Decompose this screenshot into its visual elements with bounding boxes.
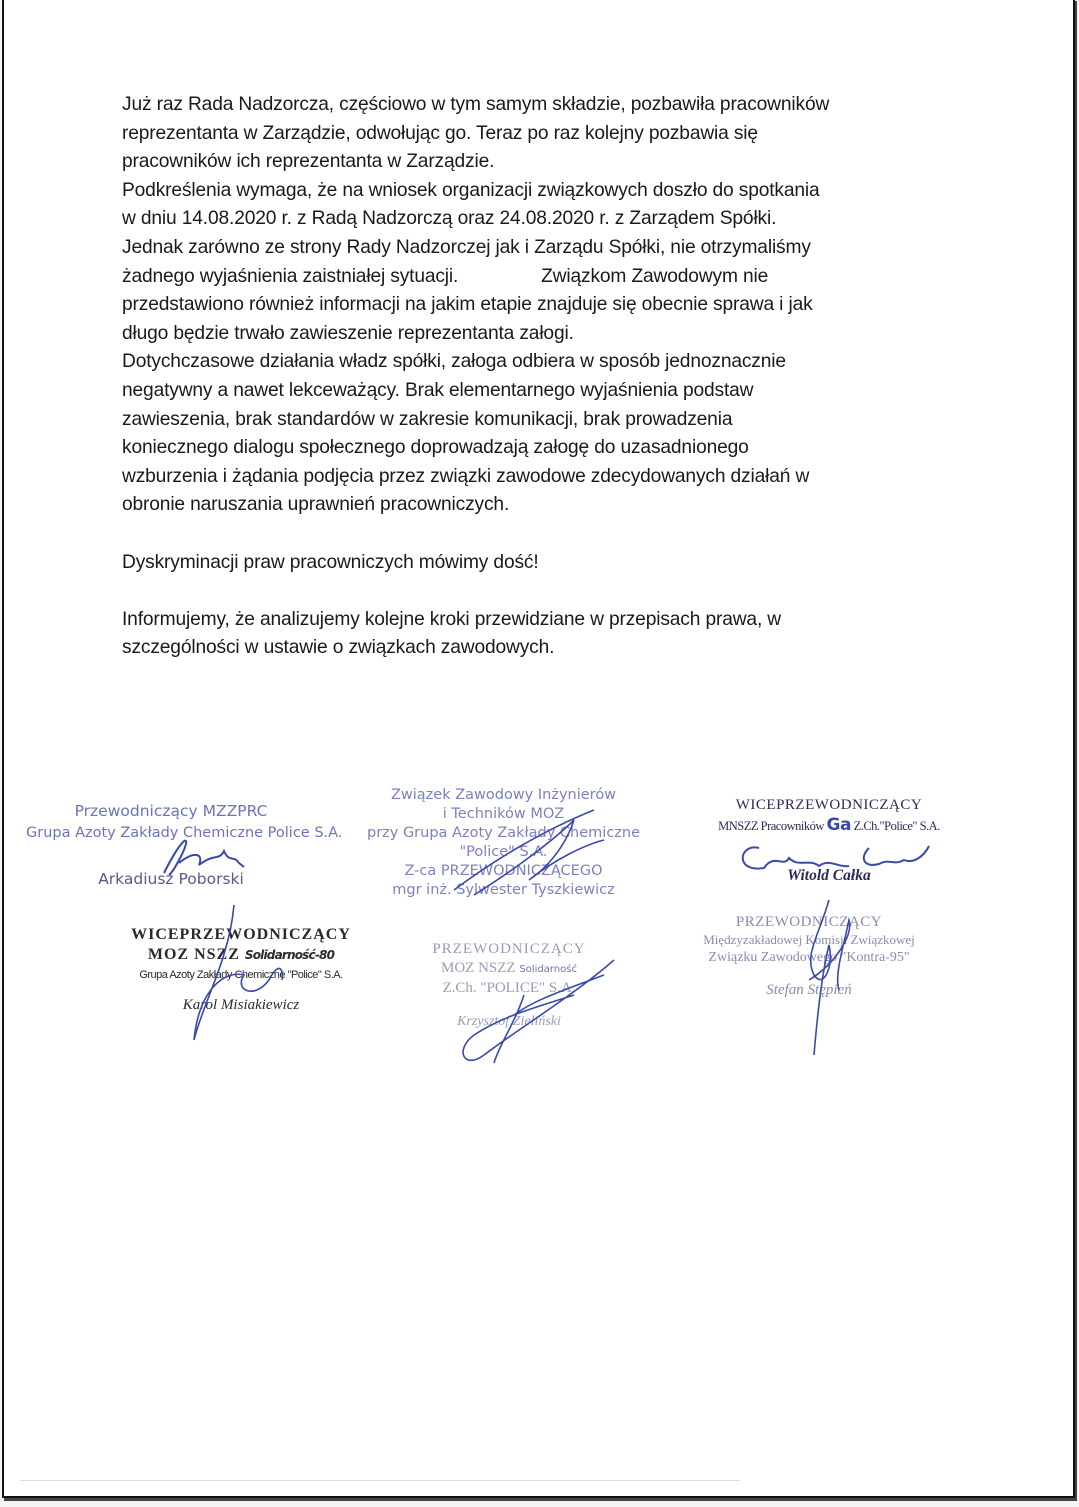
- letter-body: [122, 91, 952, 663]
- slogan: Dyskryminacji praw pracowniczych mówimy dość!: [122, 551, 539, 573]
- body-line: negatywny a nawet lekceważący. Brak elementarnego wyjaśnienia podstaw: [122, 379, 754, 401]
- signature-misiakiewicz: [164, 900, 304, 1045]
- stamp-line: Związku Zawodowego "Kontra-95": [708, 950, 910, 965]
- body-line: reprezentanta w Zarządzie, odwołując go. Teraz po raz kolejny pozbawia się: [122, 122, 758, 144]
- stamp-org-suffix: Z.Ch."Police" S.A.: [853, 819, 940, 833]
- body-line: w dniu 14.08.2020 r. z Radą Nadzorczą oraz 24.08.2020 r. z Zarządem Spółki.: [122, 208, 777, 230]
- body-line: koniecznego dialogu społecznego doprowadzają załogę do uzasadnionego: [122, 437, 749, 459]
- closing-line: Informujemy, że analizujemy kolejne kroki przewidziane w przepisach prawa, w: [122, 608, 782, 630]
- stamp-org: MOZ NSZZ Solidarność-80: [147, 946, 335, 963]
- stamp-company: Z.Ch. "POLICE" S.A.: [442, 980, 576, 996]
- body-line: żadnego wyjaśnienia zaistniałej sytuacji. Związkom Zawodowym nie: [122, 265, 769, 287]
- closing-line: szczególności w ustawie o związkach zawodowych.: [122, 637, 555, 659]
- page-footer-rule: [20, 1480, 740, 1481]
- signature-poborski: [144, 833, 264, 883]
- solidarnosc-logo: Solidarność-80: [244, 948, 335, 962]
- body-line: wzburzenia i żądania podjęcia przez związki zawodowe zdecydowanych działań w: [122, 465, 810, 487]
- body-line: pracowników ich reprezentanta w Zarządzie.: [122, 151, 495, 173]
- stamp-title: Z-ca PRZEWODNICZĄCEGO: [404, 863, 603, 879]
- document-page: [2, 0, 1075, 1498]
- stamp-company: Grupa Azoty Zakłady Chemiczne "Police" S.A.: [139, 969, 343, 981]
- stamp-line: przy Grupa Azoty Zakłady Chemiczne: [366, 825, 641, 841]
- stamp-title: PRZEWODNICZĄCY: [432, 941, 586, 957]
- stamp-org: [694, 815, 964, 836]
- stamp-title: Przewodniczący MZZPRC: [74, 802, 268, 820]
- stamp-name: Karol Misiakiewicz: [182, 997, 300, 1013]
- body-line: Podkreślenia wymaga, że na wniosek organizacji związkowych doszło do spotkania: [122, 179, 820, 201]
- stamp-org: Grupa Azoty Zakłady Chemiczne Police S.A.: [26, 825, 343, 841]
- stamp-name: Arkadiusz Poborski: [98, 870, 244, 888]
- stamp-line: Międzyzakładowej Komisji Związkowej: [703, 932, 915, 947]
- body-line: przedstawiono również informacji na jakim etapie znajduje się obecnie sprawa i jak: [122, 294, 813, 316]
- stamp-name: Stefan Stępień: [766, 982, 852, 998]
- body-line: obronie naruszania uprawnień pracowniczych.: [122, 494, 510, 516]
- stamp-line: Związek Zawodowy Inżynierów: [390, 787, 617, 803]
- ga-logo-icon: Ga: [826, 815, 851, 835]
- stamp-title: WICEPRZEWODNICZĄCY: [131, 926, 351, 943]
- stamp-line: "Police" S.A.: [459, 844, 548, 860]
- stamp-name: Witold Całka: [787, 867, 871, 884]
- solidarnosc-logo: Solidarność: [519, 964, 577, 975]
- signature-stepien: [774, 895, 874, 1060]
- body-line: Jednak zarówno ze strony Rady Nadzorczej jak i Zarządu Spółki, nie otrzymaliśmy: [122, 236, 811, 258]
- stamp-org: MOZ NSZZ Solidarność: [441, 960, 577, 976]
- body-line: długo będzie trwało zawieszenie reprezentanta załogi.: [122, 322, 574, 344]
- stamp-title: PRZEWODNICZĄCY: [735, 914, 883, 930]
- body-line: Dotychczasowe działania władz spółki, załoga odbiera w sposób jednoznacznie: [122, 351, 786, 373]
- signature-zielinski: [454, 955, 624, 1070]
- stamp-title: WICEPRZEWODNICZĄCY: [735, 797, 923, 813]
- signature-tyszkiewicz: [434, 800, 614, 910]
- body-line: Już raz Rada Nadzorcza, częściowo w tym samym składzie, pozbawiła pracowników: [122, 94, 830, 115]
- stamp-name: Krzysztof Zieliński: [457, 1014, 561, 1029]
- stamp-line: i Techników MOZ: [442, 806, 565, 822]
- stamp-org-prefix: MNSZZ Pracowników: [718, 819, 824, 833]
- body-line: zawieszenia, brak standardów w zakresie komunikacji, brak prowadzenia: [122, 408, 733, 430]
- signature-calka: [729, 838, 939, 878]
- stamp-name: mgr inż. Sylwester Tyszkiewicz: [392, 882, 615, 898]
